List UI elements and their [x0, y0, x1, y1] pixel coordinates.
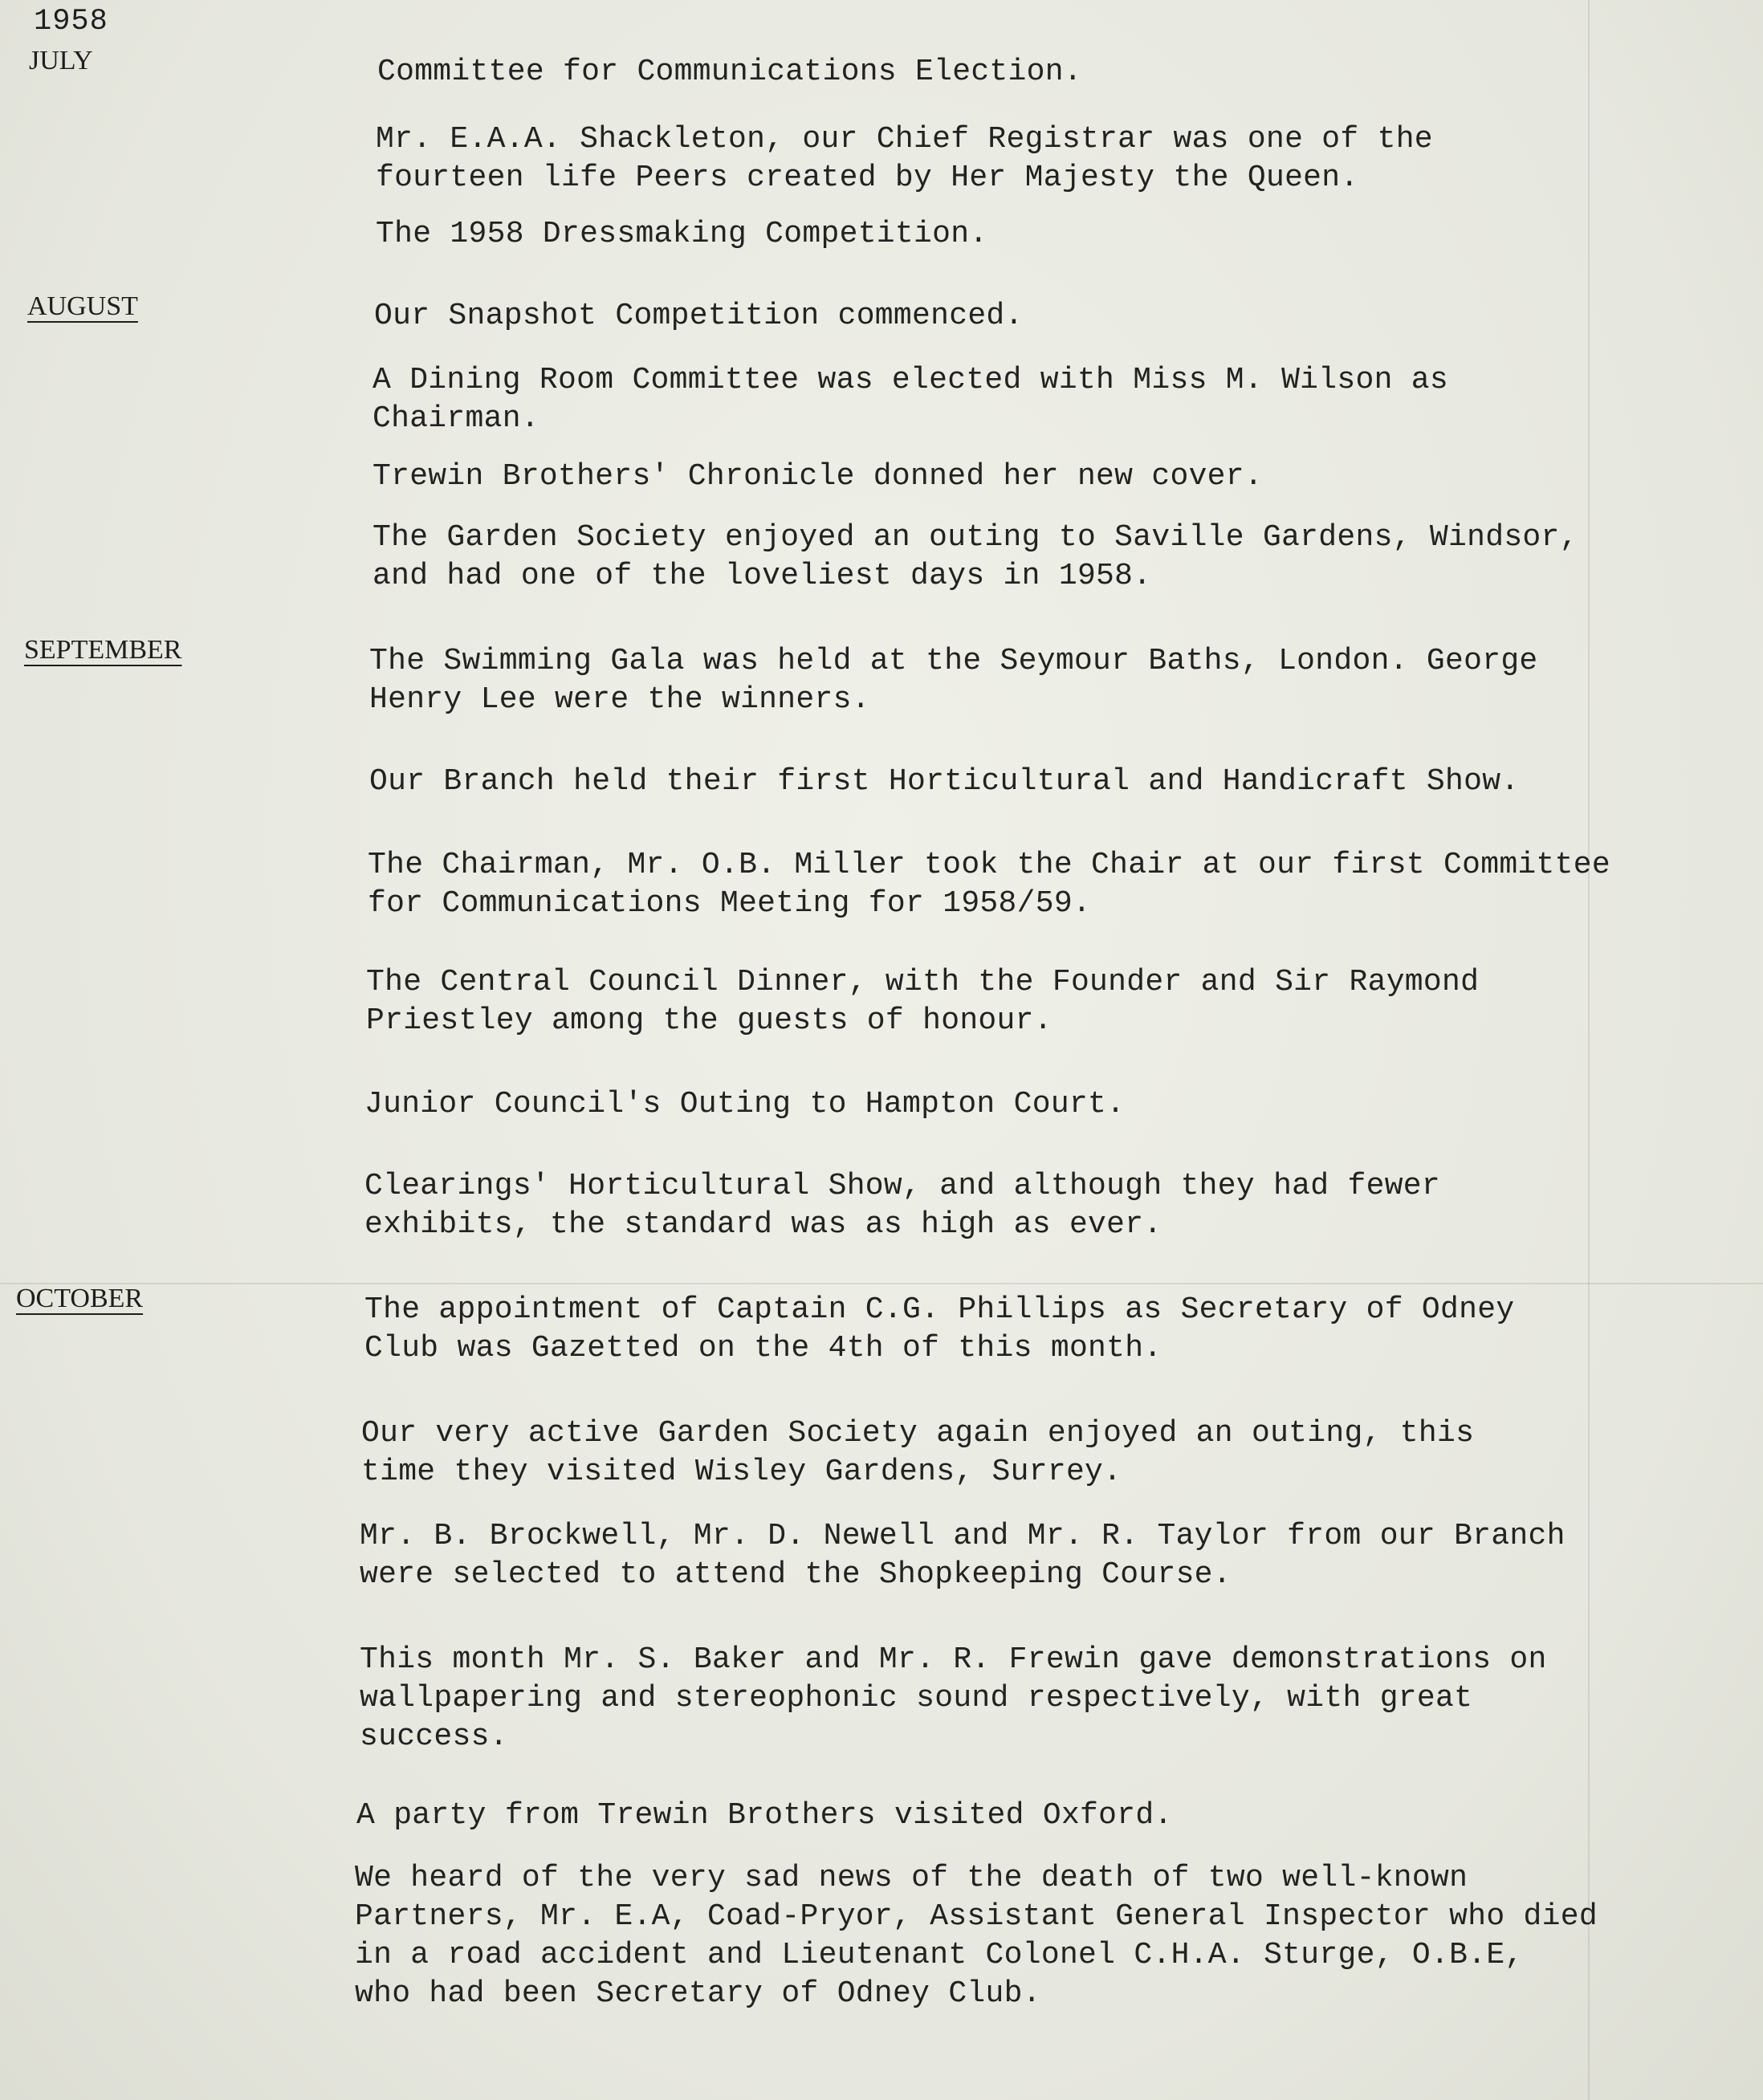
entry-line: The appointment of Captain C.G. Phillips as Secretary of Odney: [364, 1292, 1515, 1327]
entry-central-council-dinner: [366, 963, 1479, 1040]
entry-line: Our Branch held their first Horticultural and Handicraft Show.: [369, 764, 1520, 799]
entry-line: Committee for Communications Election.: [377, 55, 1082, 89]
entry-line: who had been Secretary of Odney Club.: [355, 1976, 1041, 2011]
entry-line: time they visited Wisley Gardens, Surrey.: [361, 1455, 1122, 1489]
entry-phillips-appointment: [364, 1291, 1514, 1368]
entry-line: The Chairman, Mr. O.B. Miller took the Chair at our first Committee: [368, 848, 1610, 882]
entry-line: Priestley among the guests of honour.: [366, 1003, 1053, 1038]
entry-line: Chairman.: [373, 401, 539, 436]
entry-dressmaking: [376, 215, 987, 254]
entry-clearings-show: [364, 1167, 1440, 1244]
entry-wisley-gardens: [361, 1414, 1474, 1492]
entry-line: Partners, Mr. E.A, Coad-Pryor, Assistant General Inspector who died: [355, 1899, 1598, 1934]
month-label-august: AUGUST: [27, 291, 138, 321]
entry-line: in a road accident and Lieutenant Colonel C.H.A. Sturge, O.B.E,: [355, 1938, 1524, 1972]
entry-line: Henry Lee were the winners.: [369, 682, 870, 717]
entry-line: A Dining Room Committee was elected with Miss M. Wilson as: [373, 363, 1449, 397]
entry-junior-council: [364, 1085, 1125, 1124]
entry-line: Trewin Brothers' Chronicle donned her new cover.: [373, 459, 1263, 494]
entry-demonstrations: [360, 1641, 1547, 1756]
entry-swimming-gala: [369, 642, 1538, 719]
entry-line: wallpapering and stereophonic sound respectively, with great: [360, 1681, 1473, 1715]
entry-line: Junior Council's Outing to Hampton Court.: [364, 1087, 1126, 1121]
month-label-october: OCTOBER: [16, 1284, 144, 1313]
month-label-july: JULY: [29, 46, 93, 75]
entry-line: for Communications Meeting for 1958/59.: [368, 886, 1092, 921]
entry-dining-room: [373, 361, 1448, 438]
entry-line: The Garden Society enjoyed an outing to Saville Gardens, Windsor,: [373, 520, 1578, 555]
bleed-through-rule: [1588, 0, 1590, 2100]
entry-horticultural-show: [369, 763, 1519, 801]
entry-line: Our Snapshot Competition commenced.: [374, 299, 1024, 333]
entry-line: Mr. B. Brockwell, Mr. D. Newell and Mr. R. Taylor from our Branch: [360, 1519, 1566, 1553]
entry-sad-news: [355, 1859, 1598, 2013]
entry-line: We heard of the very sad news of the death of two well-known: [355, 1861, 1468, 1895]
entry-snapshot: [374, 297, 1024, 336]
entry-line: and had one of the loveliest days in 1958.: [373, 559, 1152, 593]
month-label-september: SEPTEMBER: [24, 635, 182, 665]
entry-life-peers: [376, 120, 1433, 197]
entry-line: fourteen life Peers created by Her Majesty the Queen.: [376, 161, 1359, 195]
entry-line: Mr. E.A.A. Shackleton, our Chief Registrar was one of the: [376, 122, 1433, 157]
entry-line: This month Mr. S. Baker and Mr. R. Frewin gave demonstrations on: [360, 1642, 1547, 1677]
entry-line: were selected to attend the Shopkeeping Course.: [360, 1557, 1232, 1592]
bleed-through-rule: [0, 1283, 1763, 1284]
entry-oxford-visit: [356, 1797, 1173, 1835]
entry-shopkeeping-course: [360, 1517, 1566, 1594]
entry-line: Club was Gazetted on the 4th of this month.: [364, 1331, 1162, 1365]
entry-line: Our very active Garden Society again enjoyed an outing, this: [361, 1416, 1475, 1451]
entry-line: The Central Council Dinner, with the Founder and Sir Raymond: [366, 965, 1480, 999]
entry-line: A party from Trewin Brothers visited Oxford.: [356, 1798, 1173, 1833]
entry-line: success.: [360, 1719, 508, 1754]
year-heading: 1958: [34, 5, 108, 39]
entry-line: The 1958 Dressmaking Competition.: [376, 217, 988, 251]
entry-committee-election: [377, 53, 1082, 92]
entry-chronicle: [373, 458, 1263, 496]
entry-line: exhibits, the standard was as high as ever.: [364, 1207, 1162, 1242]
entry-line: Clearings' Horticultural Show, and although they had fewer: [364, 1169, 1441, 1203]
entry-chairman-meeting: [368, 846, 1610, 923]
entry-saville-gardens: [373, 519, 1578, 596]
entry-line: The Swimming Gala was held at the Seymour Baths, London. George: [369, 644, 1538, 678]
